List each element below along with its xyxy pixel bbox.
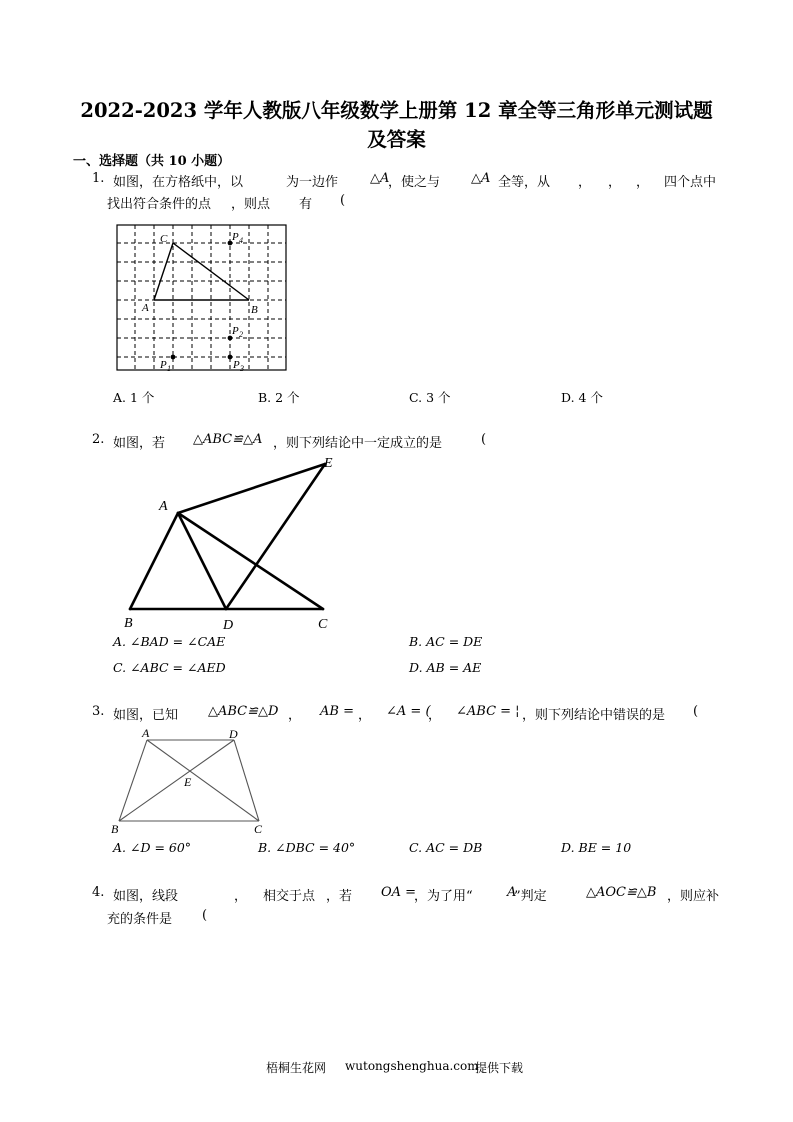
q4-text-h: ”判定	[514, 889, 547, 904]
point-p1	[171, 355, 176, 360]
label-c: C	[254, 822, 263, 836]
q4-text-g: A	[507, 885, 517, 900]
q2-number: 2.	[92, 432, 105, 447]
label-p4-sub: 4	[239, 236, 243, 245]
footer-note: 提供下载	[475, 1061, 524, 1075]
segment-dc	[234, 740, 259, 821]
q4-number: 4.	[92, 885, 105, 900]
q2-text-d: (	[481, 432, 487, 447]
label-p4: P	[232, 231, 239, 243]
label-e: E	[324, 456, 333, 471]
label-b: B	[124, 616, 133, 631]
segment-ab	[119, 740, 147, 821]
q3-option-a: A. ∠D = 60°	[113, 840, 192, 855]
section-heading: 一、选择题（共 10 小题）	[73, 154, 231, 169]
q3-number: 3.	[92, 704, 105, 719]
footer-site-name: 梧桐生花网	[266, 1061, 327, 1075]
footer-url[interactable]: wutongshenghua.com	[345, 1059, 479, 1073]
q1-text-a: 如图，在方格纸中，以	[113, 175, 244, 190]
label-p1: P	[160, 359, 167, 371]
label-p3: P	[233, 359, 240, 371]
q3-text-e: ，	[358, 708, 372, 723]
q3-option-b: B. ∠DBC = 40°	[258, 840, 356, 855]
q3-text-f: ∠A = (	[386, 704, 431, 719]
q1-option-b: B. 2 个	[258, 390, 300, 405]
grid-lines	[117, 225, 286, 370]
q1-text-i: ，	[636, 175, 650, 190]
q1-text-c: △A	[370, 171, 390, 186]
q4-line2-b: (	[202, 908, 208, 923]
q2-text-b: △ABC≌△A	[193, 432, 263, 447]
label-c: C	[160, 233, 168, 245]
doc-title-line1: 2022-2023 学年人教版八年级数学上册第 12 章全等三角形单元测试题	[80, 99, 713, 122]
q3-text-d: AB =	[320, 704, 354, 719]
segment-db	[119, 740, 234, 821]
segment-de	[226, 464, 325, 609]
segment-ae	[178, 464, 325, 513]
q4-text-e: OA =	[381, 885, 417, 900]
q1-option-a: A. 1 个	[113, 390, 155, 405]
q1-option-d: D. 4 个	[561, 390, 603, 405]
label-d: D	[223, 618, 234, 632]
q1-text-d: ，使之与	[388, 175, 441, 190]
q3-text-g: ，	[428, 708, 442, 723]
q3-option-c: C. AC = DB	[409, 840, 483, 855]
q4-text-a: 如图，线段	[113, 889, 179, 904]
q4-text-i: △AOC≌△B	[586, 885, 657, 900]
q3-text-i: ，则下列结论中错误的是	[522, 708, 666, 723]
point-p3	[228, 355, 233, 360]
label-a: A	[142, 302, 149, 314]
q1-option-c: C. 3 个	[409, 390, 451, 405]
q1-line2-b: ，则点	[231, 197, 271, 212]
label-b: B	[111, 822, 119, 836]
q4-text-j: ，则应补	[667, 889, 720, 904]
q3-text-b: △ABC≌△D	[208, 704, 279, 719]
q1-text-b: 为一边作	[286, 175, 339, 190]
label-e: E	[184, 775, 192, 789]
q2-option-c: C. ∠ABC = ∠AED	[113, 660, 226, 675]
q4-text-c: 相交于点	[263, 889, 316, 904]
q2-text-c: ，则下列结论中一定成立的是	[273, 436, 443, 451]
q1-text-g: ，	[578, 175, 592, 190]
label-p3-sub: 3	[240, 364, 244, 373]
q2-option-d: D. AB = AE	[409, 660, 482, 675]
q1-text-j: 四个点中	[664, 175, 717, 190]
q2-triangle-figure	[118, 452, 348, 632]
label-p2: P	[232, 325, 239, 337]
segment-ac	[147, 740, 259, 821]
label-d: D	[229, 727, 238, 741]
label-p2-sub: 2	[239, 330, 243, 339]
q2-option-b: B. AC = DE	[409, 634, 483, 649]
q2-option-a: A. ∠BAD = ∠CAE	[113, 634, 226, 649]
q4-line2-a: 充的条件是	[107, 912, 173, 927]
grid-border	[117, 225, 286, 370]
q3-option-d: D. BE = 10	[561, 840, 632, 855]
segment-ac	[178, 513, 323, 609]
q3-text-a: 如图，已知	[113, 708, 179, 723]
q3-text-h: ∠ABC = ¦	[456, 704, 520, 719]
q1-line2-d: (	[340, 193, 346, 208]
label-a: A	[159, 499, 168, 514]
q4-text-f: ，为了用“	[414, 889, 473, 904]
q1-text-h: ，	[608, 175, 622, 190]
q1-line2-a: 找出符合条件的点	[107, 197, 212, 212]
q1-grid-figure	[114, 222, 290, 374]
label-c: C	[318, 617, 328, 632]
q3-trapezoid-figure	[108, 726, 273, 838]
q1-line2-c: 有	[299, 197, 313, 212]
q2-text-a: 如图，若	[113, 436, 166, 451]
q1-text-f: 全等，从	[498, 175, 551, 190]
q3-text-j: (	[693, 704, 699, 719]
label-a: A	[142, 726, 150, 740]
q3-text-c: ，	[288, 708, 302, 723]
segment-ab	[130, 513, 178, 609]
label-b: B	[251, 304, 258, 316]
doc-title-line2: 及答案	[367, 128, 426, 151]
segment-ac	[154, 243, 173, 300]
q1-text-e: △A	[471, 171, 491, 186]
q1-number: 1.	[92, 171, 105, 186]
q4-text-b: ，	[234, 889, 248, 904]
label-p1-sub: 1	[167, 364, 171, 373]
q4-text-d: ，若	[326, 889, 353, 904]
